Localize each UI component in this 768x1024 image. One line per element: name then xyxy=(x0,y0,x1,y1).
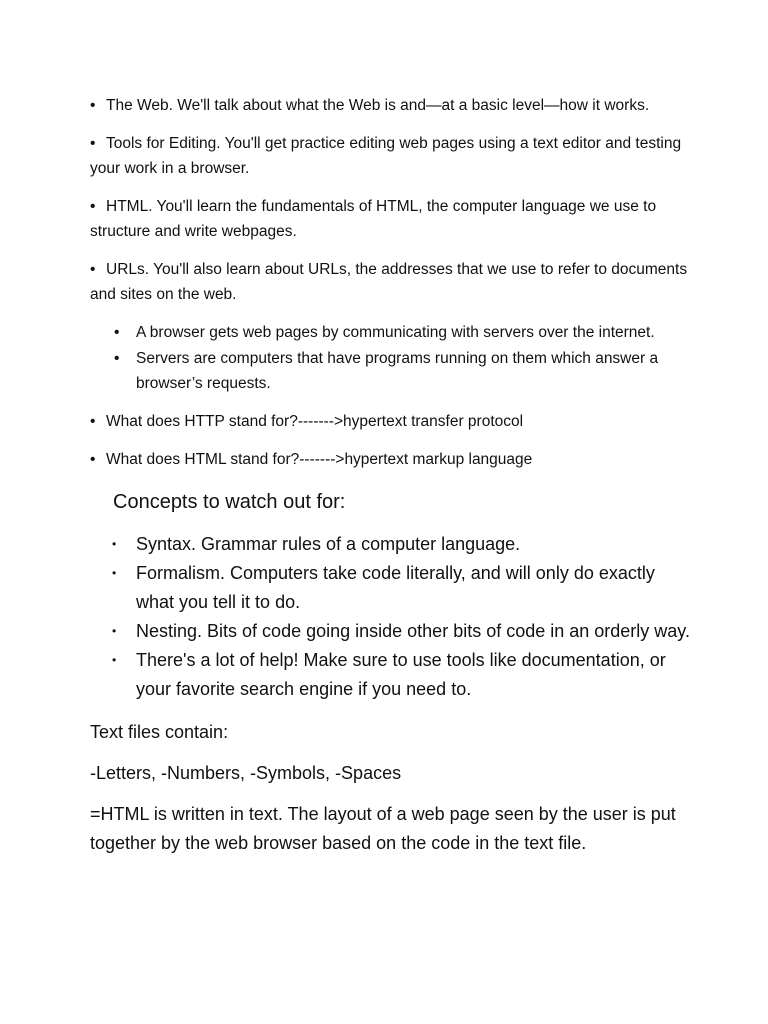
browser-server-list xyxy=(90,320,690,396)
text-files-list: -Letters, -Numbers, -Symbols, -Spaces xyxy=(90,763,402,783)
bullet-text: URLs. You'll also learn about URLs, the addresses that we use to refer to documents and sites on the web. xyxy=(90,261,688,303)
question-html xyxy=(90,447,690,472)
bullet-symbol: • xyxy=(114,350,120,367)
bullet-symbol: • xyxy=(90,198,96,215)
bullet-symbol: • xyxy=(112,566,117,580)
list-item-text: There's a lot of help! Make sure to use tools like documentation, or your favorite search engine if you need to. xyxy=(136,650,666,699)
bullet-the-web xyxy=(90,93,690,118)
question-http xyxy=(90,409,690,434)
bullet-symbol: • xyxy=(112,624,117,638)
list-item-text: Servers are computers that have programs running on them which answer a browser’s requests. xyxy=(136,350,659,392)
bullet-symbol: • xyxy=(90,451,96,468)
bullet-symbol: • xyxy=(90,135,96,152)
bullet-symbol: • xyxy=(112,537,117,551)
concepts-list xyxy=(90,530,690,704)
bullet-symbol: • xyxy=(112,653,117,667)
list-item xyxy=(90,320,690,345)
concepts-heading: Concepts to watch out for: xyxy=(113,491,346,513)
document-page xyxy=(90,93,690,870)
bullet-symbol: • xyxy=(114,324,120,341)
list-item xyxy=(90,530,690,559)
bullet-symbol: • xyxy=(90,413,96,430)
list-item xyxy=(90,646,690,704)
list-item-text: Syntax. Grammar rules of a computer language. xyxy=(136,534,521,554)
list-item xyxy=(90,346,690,396)
list-item-text: Formalism. Computers take code literally, and will only do exactly what you tell it to do. xyxy=(136,563,655,612)
list-item-text: Nesting. Bits of code going inside other bits of code in an orderly way. xyxy=(136,621,690,641)
list-item xyxy=(90,617,690,646)
bullet-tools-for-editing xyxy=(90,131,690,181)
list-item-text: A browser gets web pages by communicating with servers over the internet. xyxy=(136,324,655,341)
list-item xyxy=(90,559,690,617)
text-files-heading: Text files contain: xyxy=(90,722,229,742)
bullet-text: The Web. We'll talk about what the Web is and—at a basic level—how it works. xyxy=(106,97,650,114)
bullet-symbol: • xyxy=(90,261,96,278)
bullet-text: HTML. You'll learn the fundamentals of HTML, the computer language we use to structure and write webpages. xyxy=(90,198,657,240)
bullet-urls xyxy=(90,257,690,307)
closing-paragraph: =HTML is written in text. The layout of a web page seen by the user is put together by the web browser based on the code in the text file. xyxy=(90,804,676,853)
bullet-text: Tools for Editing. You'll get practice editing web pages using a text editor and testing your work in a browser. xyxy=(90,135,682,177)
bullet-html xyxy=(90,194,690,244)
question-text: What does HTML stand for?------->hypertext markup language xyxy=(106,451,533,468)
bullet-symbol: • xyxy=(90,97,96,114)
question-text: What does HTTP stand for?------->hypertext transfer protocol xyxy=(106,413,524,430)
